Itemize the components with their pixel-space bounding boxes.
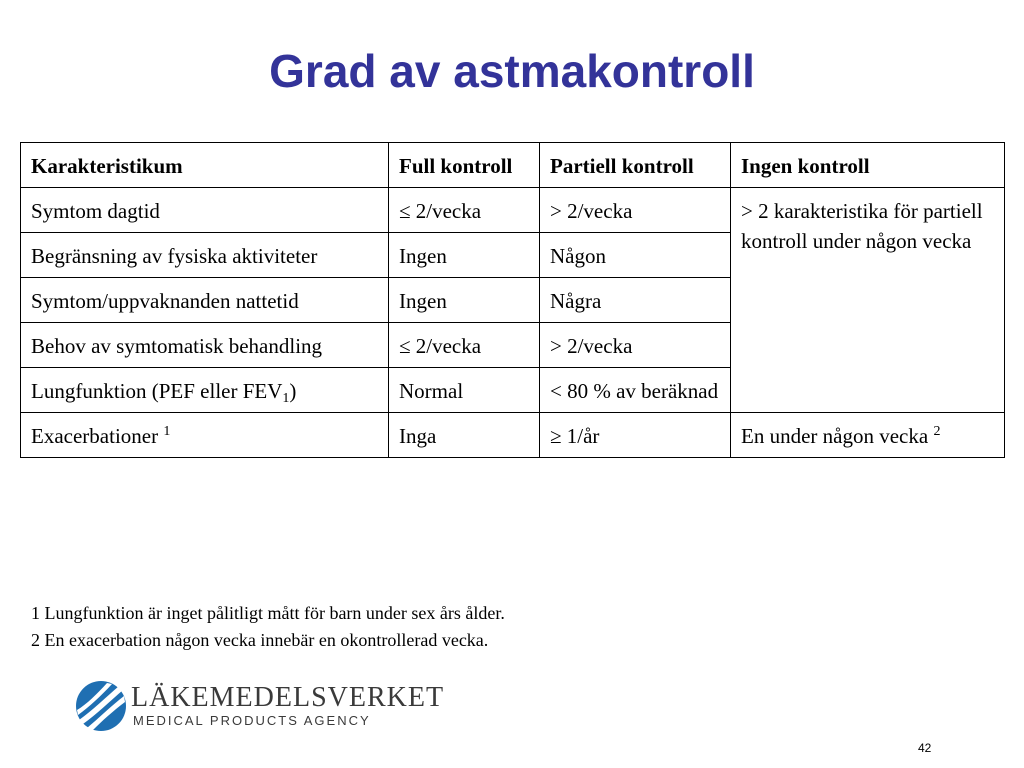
characteristic-text: Lungfunktion (PEF eller FEV <box>31 379 283 403</box>
footnotes <box>31 600 505 654</box>
characteristic-cell: Behov av symtomatisk behandling <box>21 323 389 368</box>
characteristic-cell: Symtom/uppvaknanden nattetid <box>21 278 389 323</box>
partial-control-cell: > 2/vecka <box>540 188 731 233</box>
no-control-merged-cell: > 2 karakteristika för partiell kontroll under någon vecka <box>731 188 1005 413</box>
header-cell: Karakteristikum <box>21 143 389 188</box>
page-number: 42 <box>918 741 932 755</box>
footnote: 2 En exacerbation någon vecka innebär en okontrollerad vecka. <box>31 630 489 650</box>
full-control-cell: ≤ 2/vecka <box>389 323 540 368</box>
full-control-cell: Normal <box>389 368 540 413</box>
header-cell: Ingen kontroll <box>731 143 1005 188</box>
characteristic-cell: Symtom dagtid <box>21 188 389 233</box>
header-cell: Partiell kontroll <box>540 143 731 188</box>
table-row <box>21 413 1005 458</box>
logo-name: LÄKEMEDELSVERKET <box>131 682 445 713</box>
partial-control-cell: > 2/vecka <box>540 323 731 368</box>
partial-control-cell: Någon <box>540 233 731 278</box>
logo-mark-icon <box>75 680 127 732</box>
footnote: 1 Lungfunktion är inget pålitligt mått för barn under sex års ålder. <box>31 603 505 623</box>
partial-control-cell: ≥ 1/år <box>540 413 731 458</box>
subscript: 1 <box>282 391 290 406</box>
slide-title: Grad av astmakontroll <box>269 45 755 97</box>
table-header-row <box>21 143 1005 188</box>
characteristic-text: Exacerbationer <box>31 424 164 448</box>
characteristic-text-end: ) <box>289 379 297 403</box>
characteristic-cell: Begränsning av fysiska aktiviteter <box>21 233 389 278</box>
footnote-ref: 1 <box>163 424 171 439</box>
footnote-ref: 2 <box>933 424 941 439</box>
partial-control-cell: Några <box>540 278 731 323</box>
no-control-cell <box>731 413 1005 458</box>
partial-control-cell: < 80 % av beräknad <box>540 368 731 413</box>
full-control-cell: Inga <box>389 413 540 458</box>
full-control-cell: Ingen <box>389 233 540 278</box>
lakemedelsverket-logo <box>75 680 445 736</box>
table-row <box>21 188 1005 233</box>
characteristic-cell <box>21 413 389 458</box>
asthma-control-table <box>20 142 1005 458</box>
no-control-text: En under någon vecka <box>741 424 934 448</box>
header-cell: Full kontroll <box>389 143 540 188</box>
logo-subtitle: MEDICAL PRODUCTS AGENCY <box>133 713 371 728</box>
full-control-cell: Ingen <box>389 278 540 323</box>
characteristic-cell <box>21 368 389 413</box>
full-control-cell: ≤ 2/vecka <box>389 188 540 233</box>
